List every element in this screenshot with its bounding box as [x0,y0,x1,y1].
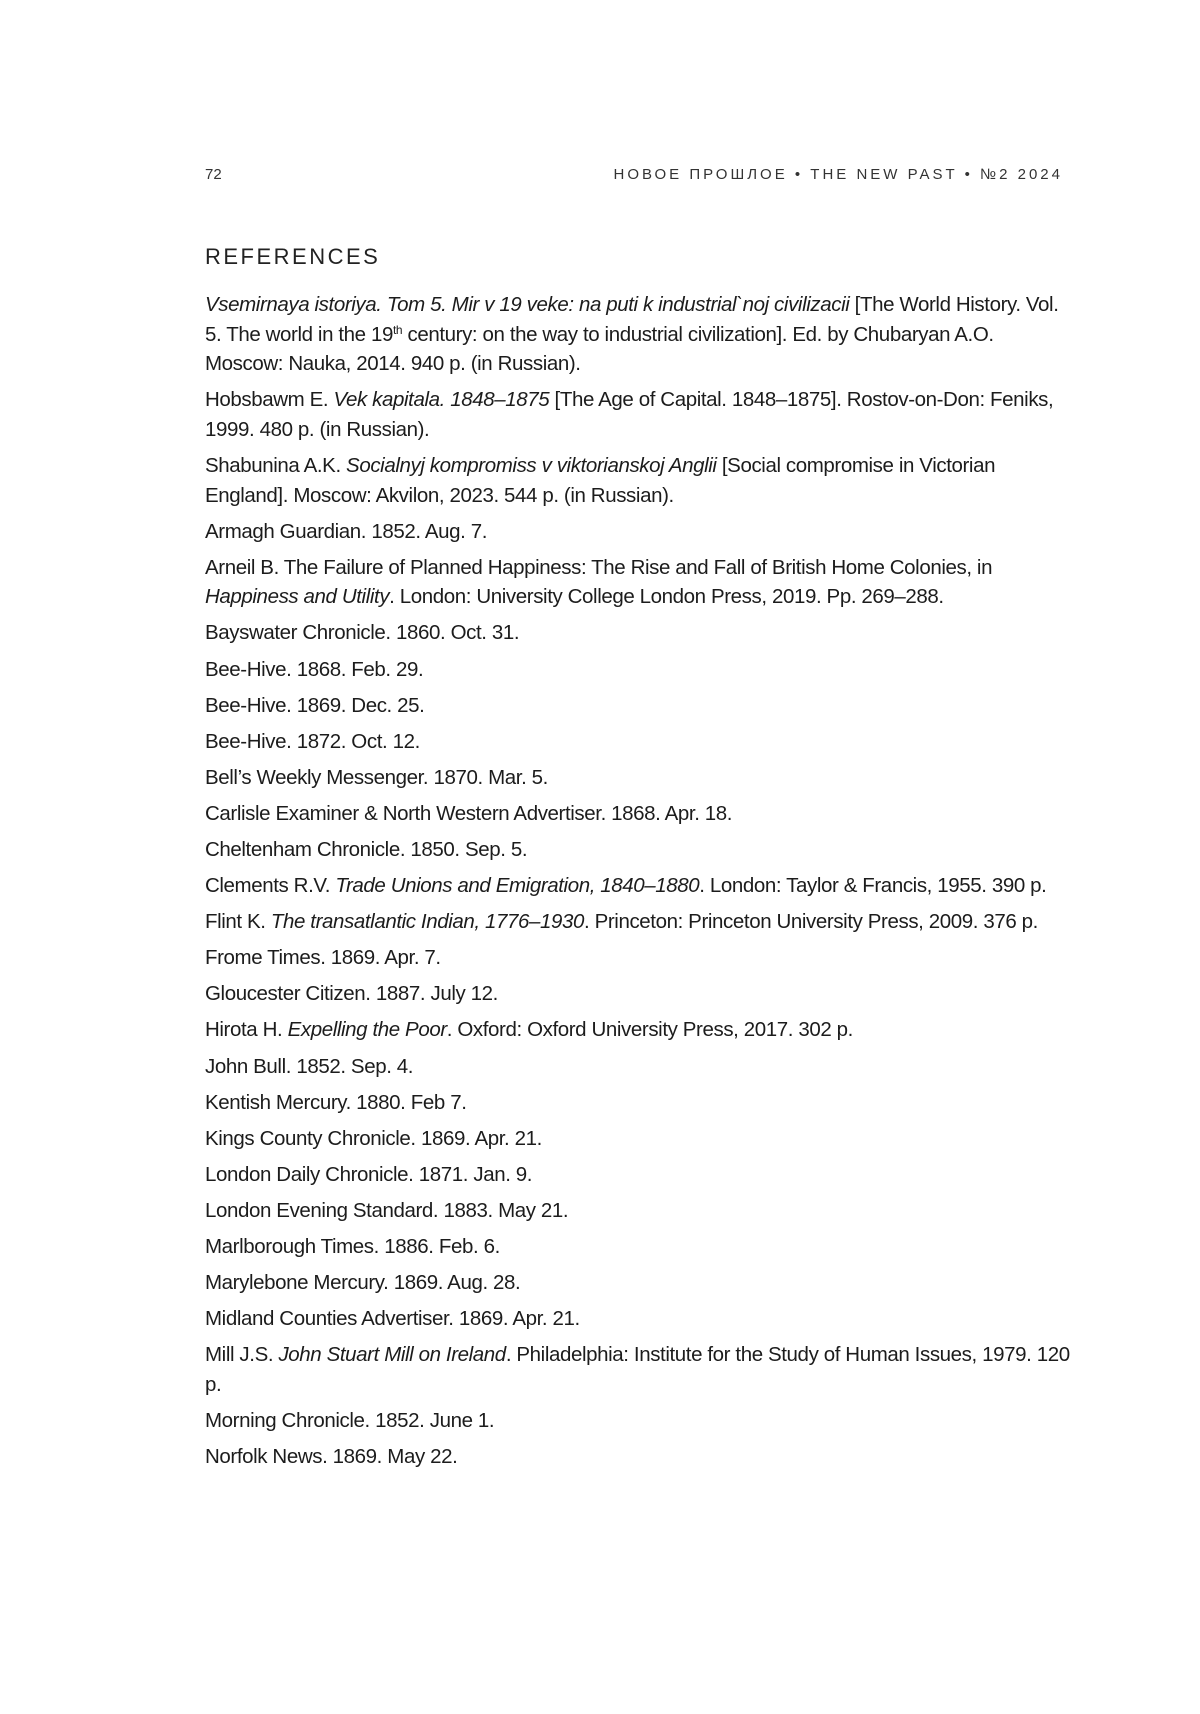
reference-item [205,907,1075,937]
reference-item [205,871,1075,901]
reference-text: . London: Taylor & Francis, 1955. 390 p. [699,874,1047,898]
reference-item [205,655,1075,685]
page-number: 72 [205,166,222,183]
reference-text: [Social compromise in Victorian England]. Moscow: Akvilon, 2023. 544 p. (in Russian). [205,453,996,507]
journal-title: НОВОЕ ПРОШЛОЕ • THE NEW PAST • №2 2024 [613,166,1063,183]
reference-item [205,943,1075,973]
reference-text: Hobsbawm E. [205,388,334,412]
reference-text: John Bull. 1852. Sep. 4. [205,1054,414,1078]
reference-text: Clements R.V. [205,874,336,898]
reference-text: . Oxford: Oxford University Press, 2017. 302 p. [446,1018,853,1042]
reference-item [205,1052,1075,1082]
reference-text: century: on the way to industrial civilization]. Ed. by Chubaryan A.O. Moscow: Nauka, 2014. 940 p. (in Russian). [205,322,994,376]
reference-item [205,1232,1075,1262]
reference-text: Norfolk News. 1869. May 22. [205,1445,458,1469]
reference-text: . London: University College London Press, 2019. Pp. 269–288. [389,585,944,609]
reference-text: Midland Counties Advertiser. 1869. Apr. 21. [205,1307,580,1331]
reference-item [205,1340,1075,1399]
reference-item [205,451,1075,510]
reference-title-italic: John Stuart Mill on Ireland [278,1343,506,1367]
reference-item [205,763,1075,793]
reference-title-italic: Vsemirnaya istoriya. Tom 5. Mir v 19 veke: na puti k industrial`noj civilizacii [205,293,850,316]
reference-text: London Evening Standard. 1883. May 21. [205,1198,569,1222]
reference-title-italic: Trade Unions and Emigration, 1840–1880 [335,874,700,898]
reference-item [205,290,1075,379]
reference-text: Bee-Hive. 1869. Dec. 25. [205,693,425,717]
reference-text: Kings County Chronicle. 1869. Apr. 21. [205,1126,542,1150]
reference-text: Armagh Guardian. 1852. Aug. 7. [205,519,488,543]
reference-text: Flint K. [205,910,271,934]
reference-text: Carlisle Examiner & North Western Advertiser. 1868. Apr. 18. [205,801,733,825]
reference-item [205,1160,1075,1190]
reference-item [205,799,1075,829]
reference-item [205,691,1075,721]
reference-item [205,1015,1075,1045]
reference-text: . Princeton: Princeton University Press, 2009. 376 p. [584,910,1038,934]
reference-text: Bayswater Chronicle. 1860. Oct. 31. [205,621,520,645]
reference-text: . Philadelphia: Institute for the Study of Human Issues, 1979. 120 p. [205,1343,1070,1396]
reference-text: Bee-Hive. 1872. Oct. 12. [205,729,420,753]
reference-item [205,1442,1075,1472]
reference-item [205,1304,1075,1334]
reference-item [205,835,1075,865]
reference-item [205,979,1075,1009]
reference-text: Kentish Mercury. 1880. Feb 7. [205,1090,467,1114]
reference-text: Gloucester Citizen. 1887. July 12. [205,982,498,1006]
reference-text: Marylebone Mercury. 1869. Aug. 28. [205,1271,521,1295]
reference-item [205,1406,1075,1436]
reference-text: Bell’s Weekly Messenger. 1870. Mar. 5. [205,765,548,789]
reference-list [205,290,1075,1478]
reference-item [205,618,1075,648]
reference-text: Bee-Hive. 1868. Feb. 29. [205,657,424,681]
reference-title-italic: Happiness and Utility [205,585,390,609]
reference-item [205,1196,1075,1226]
reference-text: Marlborough Times. 1886. Feb. 6. [205,1235,500,1259]
reference-text: Arneil B. The Failure of Planned Happiness: The Rise and Fall of British Home Colonies, in [205,555,993,579]
reference-item [205,727,1075,757]
reference-item [205,1268,1075,1298]
reference-title-italic: Socialnyj kompromiss v viktorianskoj Anglii [346,453,717,477]
reference-text: [The Age of Capital. 1848–1875]. Rostov-on-Don: Feniks, 1999. 480 p. (in Russian). [205,388,1054,441]
reference-title-italic: The transatlantic Indian, 1776–1930 [270,910,584,934]
reference-item [205,1124,1075,1154]
reference-text: Frome Times. 1869. Apr. 7. [205,946,441,970]
reference-text: London Daily Chronicle. 1871. Jan. 9. [205,1162,533,1186]
reference-item [205,1088,1075,1118]
reference-text: Cheltenham Chronicle. 1850. Sep. 5. [205,838,528,861]
reference-text: Shabunina A.K. [205,453,347,477]
reference-superscript: th [392,322,403,337]
reference-text: Mill J.S. [205,1343,279,1367]
section-title: REFERENCES [205,244,381,269]
running-header [205,166,1063,188]
reference-item [205,553,1075,612]
reference-title-italic: Vek kapitala. 1848–1875 [333,388,550,412]
reference-title-italic: Expelling the Poor [287,1018,447,1042]
reference-item [205,385,1075,444]
reference-text: [The World History. Vol. 5. The world in the 19 [205,293,1059,346]
reference-item [205,517,1075,547]
reference-text: Hirota H. [205,1018,288,1042]
reference-text: Morning Chronicle. 1852. June 1. [205,1409,495,1432]
